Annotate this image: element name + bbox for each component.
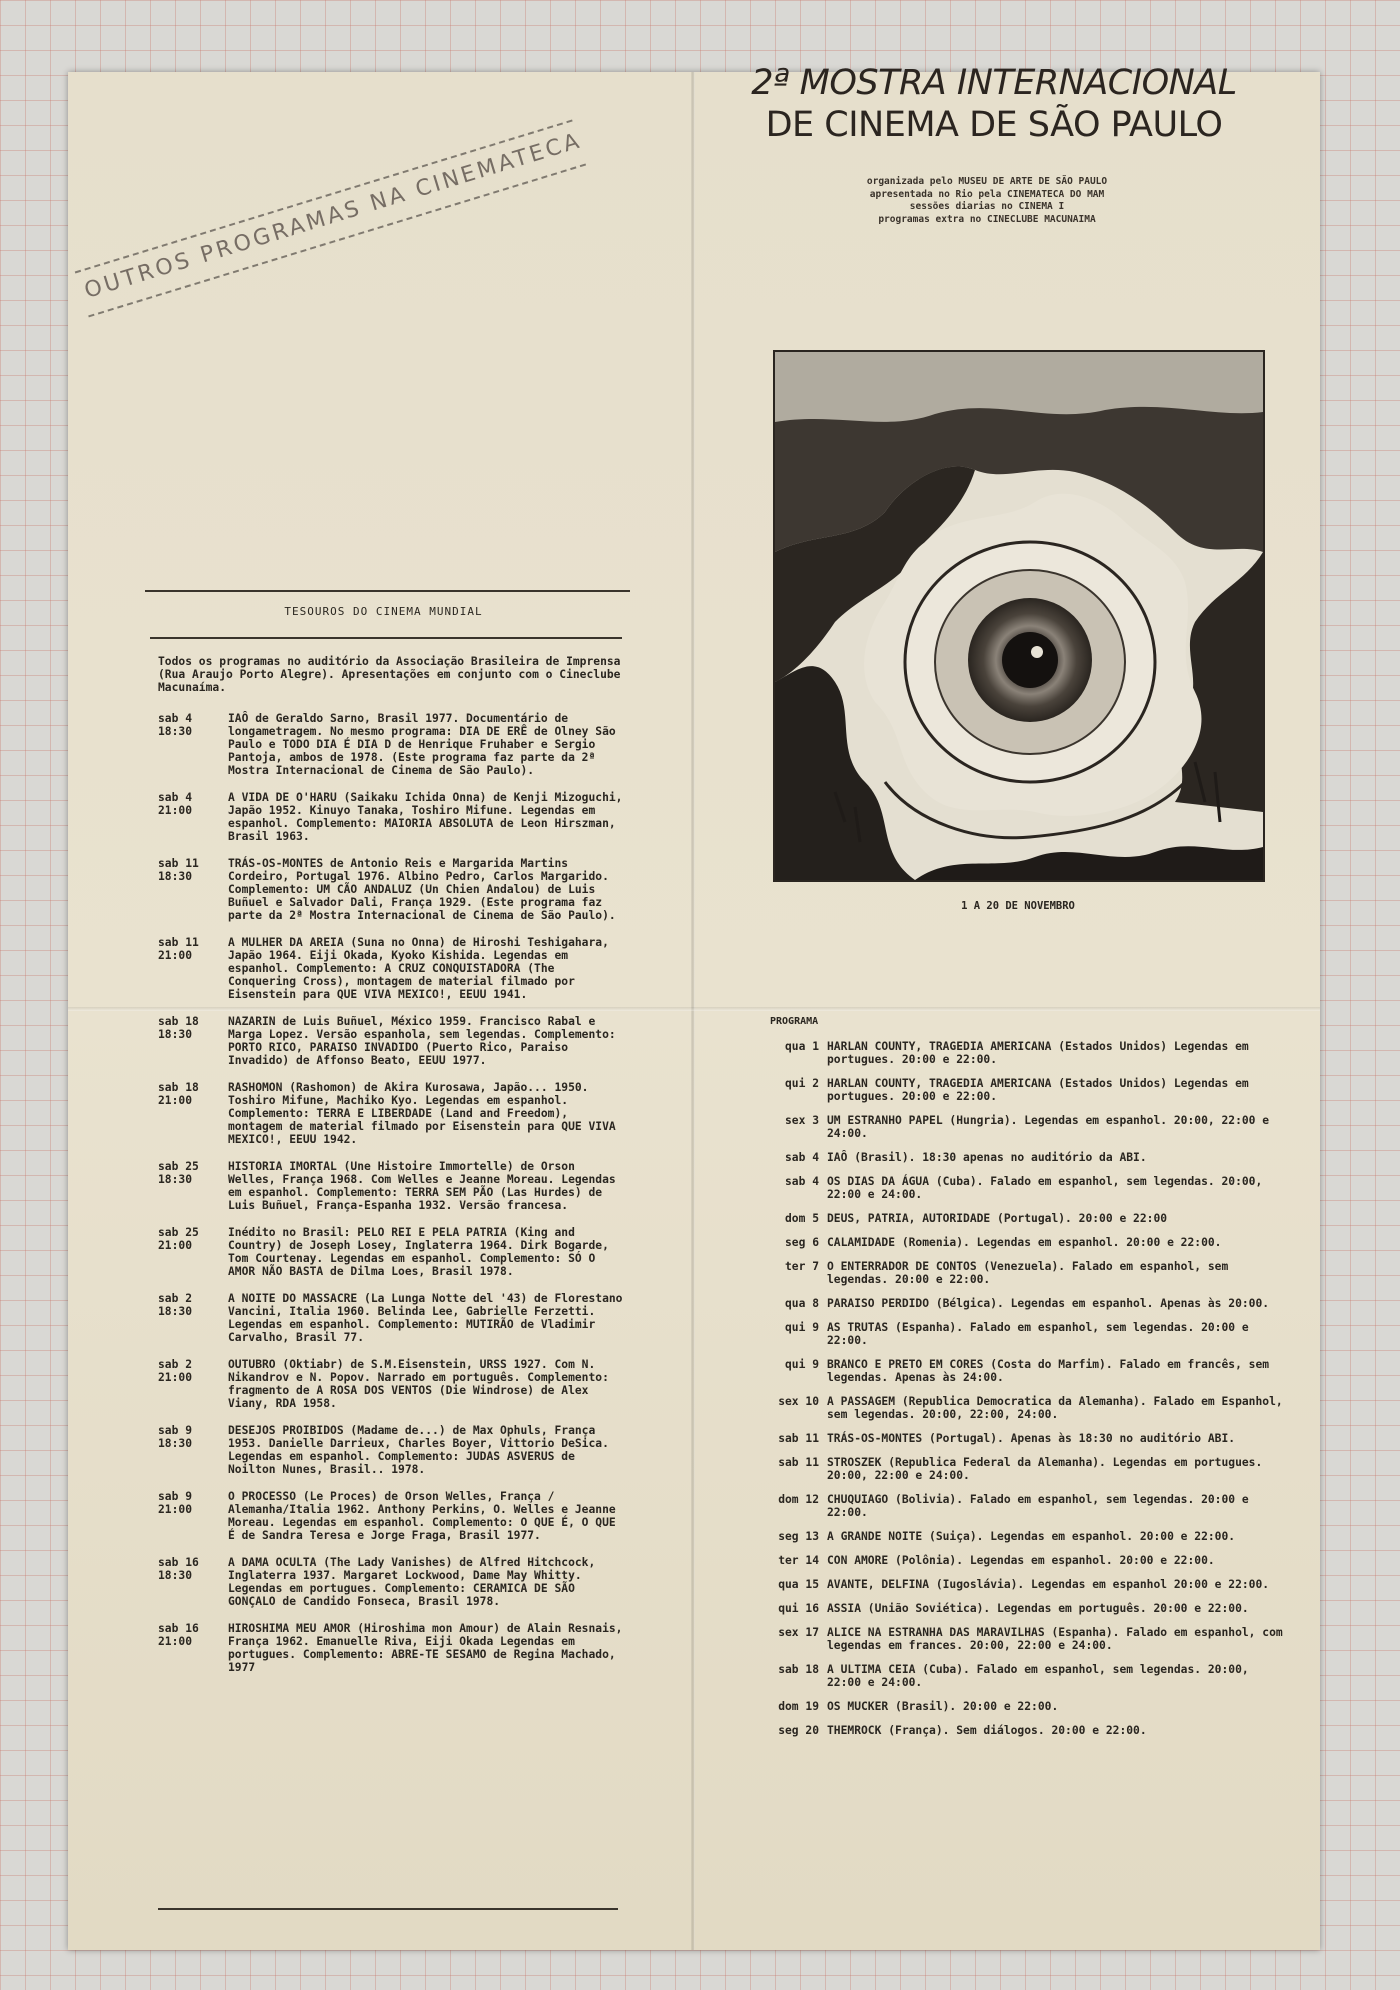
program-entry-date: dom 12: [778, 1493, 819, 1506]
screening-entry: [158, 1015, 698, 1067]
screening-entry-text: OUTUBRO (Oktiabr) de S.M.Eisenstein, URSS 1927. Com N. Nikandrov e N. Popov. Narrado em português. Complemento: fragmento de A ROSA DOS VENTOS (Die Windrose) de Alex Viany, RDA 1958.: [228, 1358, 609, 1410]
left-program-list: [158, 712, 698, 1688]
screening-entry-text: O PROCESSO (Le Proces) de Orson Welles, França / Alemanha/Italia 1962. Anthony Perkins, O. Welles e Jeanne Moreau. Legendas em espanhol. Complemento: O QUE É, O QUE É de Sandra Teresa e Jorge Fraga, Brasil 1977.: [228, 1490, 616, 1542]
screening-entry: [158, 1424, 698, 1476]
screening-entry-text: TRÁS-OS-MONTES de Antonio Reis e Margarida Martins Cordeiro, Portugal 1976. Albino Pedro, Carlos Margarido. Complemento: UM CÃO ANDALUZ (Un Chien Andalou) de Luis Buñuel e Salvador Dali, França 1929. (Este programa faz parte da 2ª Mostra Internacional de Cinema de São Paulo).: [228, 857, 616, 922]
program-entry: [765, 1212, 1325, 1225]
screening-entry: [158, 1160, 698, 1212]
program-entry: [765, 1040, 1325, 1066]
screening-entry: [158, 712, 698, 777]
screening-entry-text: Inédito no Brasil: PELO REI E PELA PATRIA (King and Country) de Joseph Losey, Inglaterra 1964. Dirk Bogarde, Tom Courtenay. Legendas em espanhol. Complemento: SÓ O AMOR NÃO BASTA de Dilma Loes, Brasil 1978.: [228, 1226, 609, 1278]
screening-entry-date: sab 4 21:00: [158, 791, 193, 817]
program-entry-date: sab 18: [778, 1663, 819, 1676]
program-entry-date: dom 5: [784, 1212, 819, 1225]
screening-entry: [158, 791, 698, 843]
screening-entry-text: A DAMA OCULTA (The Lady Vanishes) de Alfred Hitchcock, Inglaterra 1937. Margaret Lockwood, Dame May Whitty. Legendas em portugues. Complemento: CERAMICA DE SÃO GONÇALO de Candido Fonseca, Brasil 1978.: [228, 1556, 596, 1608]
screening-entry: [158, 1490, 698, 1542]
screening-entry: [158, 857, 698, 922]
screening-entry-text: A NOITE DO MASSACRE (La Lunga Notte del '43) de Florestano Vancini, Italia 1960. Belinda Lee, Gabrielle Ferzetti. Legendas em espanhol. Complemento: MUTIRÃO de Vladimir Carvalho, Brasil 77.: [228, 1292, 623, 1344]
right-program-list: [765, 1040, 1325, 1748]
screening-entry-date: sab 2 18:30: [158, 1292, 193, 1318]
program-entry-date: sab 11: [778, 1432, 819, 1445]
screening-entry-text: A VIDA DE O'HARU (Saikaku Ichida Onna) de Kenji Mizoguchi, Japão 1952. Kinuyo Tanaka, Toshiro Mifune. Legendas em espanhol. Complemento: MAIORIA ABSOLUTA de Leon Hirszman, Brasil 1963.: [228, 791, 623, 843]
organizer-info: organizada pelo MUSEU DE ARTE DE SÃO PAULO apresentada no Rio pela CINEMATECA DO MAM sessões diarias no CINEMA I programas extra no CINECLUBE MACUNAIMA: [866, 176, 1108, 225]
program-entry-text: ALICE NA ESTRANHA DAS MARAVILHAS (Espanha). Falado em espanhol, com legendas em frances. 20:00, 22:00 e 24:00.: [827, 1626, 1283, 1652]
program-entry-date: qua 15: [778, 1578, 819, 1591]
program-entry-date: ter 14: [778, 1554, 819, 1567]
program-entry: [765, 1578, 1325, 1591]
screening-entry-text: IAÔ de Geraldo Sarno, Brasil 1977. Documentário de longametragem. No mesmo programa: DIA DE ERÊ de Olney São Paulo e TODO DIA É DIA D de Henrique Fruhaber e Sergio Pantoja, ambos de 1978. (Este programa faz parte da 2ª Mostra Internacional de Cinema de São Paulo).: [228, 712, 616, 777]
festival-dates: 1 A 20 DE NOVEMBRO: [961, 900, 1075, 912]
screening-entry-date: sab 16 21:00: [158, 1622, 199, 1648]
program-entry: [765, 1260, 1325, 1286]
program-entry: [765, 1530, 1325, 1543]
program-entry-date: sex 10: [778, 1395, 819, 1408]
program-entry-date: qua 1: [784, 1040, 819, 1053]
program-entry-date: qui 9: [784, 1321, 819, 1334]
stamp-text: OUTROS PROGRAMAS NA CINEMATECA: [81, 128, 585, 304]
screening-entry-date: sab 18 18:30: [158, 1015, 199, 1041]
screening-entry: [158, 1226, 698, 1278]
program-entry-text: IAÔ (Brasil). 18:30 apenas no auditório da ABI.: [827, 1151, 1147, 1164]
program-entry: [765, 1554, 1325, 1567]
screening-entry: [158, 936, 698, 1001]
festival-title: [676, 62, 1312, 146]
program-entry-text: HARLAN COUNTY, TRAGEDIA AMERICANA (Estados Unidos) Legendas em portugues. 20:00 e 22:00.: [827, 1077, 1249, 1103]
program-entry-text: OS MUCKER (Brasil). 20:00 e 22:00.: [827, 1700, 1059, 1713]
screening-entry-text: HIROSHIMA MEU AMOR (Hiroshima mon Amour) de Alain Resnais, França 1962. Emanuelle Riva, Eiji Okada Legendas em portugues. Complemento: ABRE-TE SESAMO de Regina Machado, 1977: [228, 1622, 623, 1674]
program-entry-text: A ULTIMA CEIA (Cuba). Falado em espanhol, sem legendas. 20:00, 22:00 e 24:00.: [827, 1663, 1249, 1689]
screening-entry-date: sab 18 21:00: [158, 1081, 199, 1107]
title-line-2: DE CINEMA DE SÃO PAULO: [765, 105, 1223, 145]
program-entry-text: UM ESTRANHO PAPEL (Hungria). Legendas em espanhol. 20:00, 22:00 e 24:00.: [827, 1114, 1270, 1140]
screening-entry-text: A MULHER DA AREIA (Suna no Onna) de Hiroshi Teshigahara, Japão 1964. Eiji Okada, Kyoko Kishida. Legendas em espanhol. Complemento: A CRUZ CONQUISTADORA (The Conquering Cross), montagem de material filmado por Eisenstein para QUE VIVA MEXICO!, EEUU 1941.: [228, 936, 609, 1001]
screening-entry: [158, 1622, 698, 1674]
screening-entry: [158, 1081, 698, 1146]
screening-entry-date: sab 4 18:30: [158, 712, 193, 738]
program-entry: [765, 1077, 1325, 1103]
program-entry-text: OS DIAS DA ÁGUA (Cuba). Falado em espanhol, sem legendas. 20:00, 22:00 e 24:00.: [827, 1175, 1263, 1201]
program-entry-date: dom 19: [778, 1700, 819, 1713]
program-entry: [765, 1114, 1325, 1140]
program-entry-text: CHUQUIAGO (Bolivia). Falado em espanhol, sem legendas. 20:00 e 22:00.: [827, 1493, 1249, 1519]
screening-entry-text: NAZARIN de Luis Buñuel, México 1959. Francisco Rabal e Marga Lopez. Versão espanhola, sem legendas. Complemento: PORTO RICO, PARAISO INVADIDO (Puerto Rico, Paraiso Invadido) de Affonso Beato, EEUU 1977.: [228, 1015, 616, 1067]
program-entry-text: A GRANDE NOITE (Suiça). Legendas em espanhol. 20:00 e 22:00.: [827, 1530, 1236, 1543]
program-entry: [765, 1663, 1325, 1689]
program-entry-text: AVANTE, DELFINA (Iugoslávia). Legendas em espanhol 20:00 e 22:00.: [827, 1578, 1270, 1591]
screening-entry-date: sab 11 18:30: [158, 857, 199, 883]
program-entry: [765, 1432, 1325, 1445]
screening-entry-date: sab 2 21:00: [158, 1358, 193, 1384]
program-entry: [765, 1724, 1325, 1737]
screening-entry-date: sab 16 18:30: [158, 1556, 199, 1582]
screening-entry-date: sab 9 18:30: [158, 1424, 193, 1450]
program-entry-text: TRÁS-OS-MONTES (Portugal). Apenas às 18:30 no auditório ABI.: [827, 1432, 1236, 1445]
program-entry: [765, 1602, 1325, 1615]
screening-entry-text: HISTORIA IMORTAL (Une Histoire Immortelle) de Orson Welles, França 1968. Com Welles e Jeanne Moreau. Legendas em espanhol. Complemento: TERRA SEM PÃO (Las Hurdes) de Luis Buñuel, França-Espanha 1932. Versão francesa.: [228, 1160, 616, 1212]
program-entry-date: sex 3: [784, 1114, 819, 1127]
program-entry-date: qua 8: [784, 1297, 819, 1310]
program-entry-date: sex 17: [778, 1626, 819, 1639]
program-entry: [765, 1700, 1325, 1713]
program-entry-date: qui 16: [778, 1602, 819, 1615]
left-bottom-rule: [158, 1908, 618, 1910]
program-entry: [765, 1151, 1325, 1164]
program-entry-text: THEMROCK (França). Sem diálogos. 20:00 e 22:00.: [827, 1724, 1147, 1737]
title-line-1: 2ª MOSTRA INTERNACIONAL: [751, 63, 1237, 103]
program-entry: [765, 1297, 1325, 1310]
program-label: PROGRAMA: [770, 1016, 819, 1027]
program-entry: [765, 1456, 1325, 1482]
program-entry-date: sab 4: [784, 1175, 819, 1188]
screening-entry-text: RASHOMON (Rashomon) de Akira Kurosawa, Japão... 1950. Toshiro Mifune, Machiko Kyo. Legendas em espanhol. Complemento: TERRA E LIBERDADE (Land and Freedom), montagem de material filmado por Eisenstein para QUE VIVA MEXICO!, EEUU 1942.: [228, 1081, 616, 1146]
screening-entry-date: sab 25 21:00: [158, 1226, 199, 1252]
section-intro: Todos os programas no auditório da Associação Brasileira de Imprensa (Rua Araujo Porto Alegre). Apresentações em conjunto com o Cineclube Macunaíma.: [158, 655, 621, 694]
program-entry-date: qui 9: [784, 1358, 819, 1371]
section-title-rule-top: [150, 590, 622, 592]
program-entry-date: sab 11: [778, 1456, 819, 1469]
program-entry: [765, 1236, 1325, 1249]
eye-artwork: [773, 350, 1265, 882]
program-entry-text: HARLAN COUNTY, TRAGEDIA AMERICANA (Estados Unidos) Legendas em portugues. 20:00 e 22:00.: [827, 1040, 1249, 1066]
program-entry-text: CALAMIDADE (Romenia). Legendas em espanhol. 20:00 e 22:00.: [827, 1236, 1222, 1249]
program-entry-date: seg 20: [778, 1724, 819, 1737]
program-entry: [765, 1358, 1325, 1384]
program-entry-text: A PASSAGEM (Republica Democratica da Alemanha). Falado em Espanhol, sem legendas. 20:00, 22:00, 24:00.: [827, 1395, 1283, 1421]
program-entry-date: ter 7: [784, 1260, 819, 1273]
program-entry-date: seg 13: [778, 1530, 819, 1543]
program-entry-text: STROSZEK (Republica Federal da Alemanha). Legendas em portugues. 20:00, 22:00 e 24:00.: [827, 1456, 1263, 1482]
screening-entry: [158, 1556, 698, 1608]
program-entry-text: ASSIA (União Soviética). Legendas em português. 20:00 e 22:00.: [827, 1602, 1249, 1615]
program-entry-text: AS TRUTAS (Espanha). Falado em espanhol, sem legendas. 20:00 e 22:00.: [827, 1321, 1249, 1347]
screening-entry-text: DESEJOS PROIBIDOS (Madame de...) de Max Ophuls, França 1953. Danielle Darrieux, Charles Boyer, Vittorio DeSica. Legendas em espanhol. Complemento: JUDAS ASVERUS de Noilton Nunes, Brasil.. 1978.: [228, 1424, 609, 1476]
screening-entry-date: sab 11 21:00: [158, 936, 199, 962]
program-entry: [765, 1175, 1325, 1201]
program-entry-text: PARAISO PERDIDO (Bélgica). Legendas em espanhol. Apenas às 20:00.: [827, 1297, 1270, 1310]
screening-entry: [158, 1358, 698, 1410]
screening-entry: [158, 1292, 698, 1344]
program-entry: [765, 1395, 1325, 1421]
program-entry-text: CON AMORE (Polônia). Legendas em espanhol. 20:00 e 22:00.: [827, 1554, 1215, 1567]
eye-illustration: [775, 352, 1263, 880]
program-entry: [765, 1321, 1325, 1347]
program-entry-date: sab 4: [784, 1151, 819, 1164]
section-title: TESOUROS DO CINEMA MUNDIAL: [284, 605, 483, 618]
program-entry-text: O ENTERRADOR DE CONTOS (Venezuela). Falado em espanhol, sem legendas. 20:00 e 22:00.: [827, 1260, 1229, 1286]
program-entry: [765, 1626, 1325, 1652]
screening-entry-date: sab 9 21:00: [158, 1490, 193, 1516]
section-rule-bottom: [150, 637, 622, 639]
program-entry-date: seg 6: [784, 1236, 819, 1249]
program-entry-date: qui 2: [784, 1077, 819, 1090]
program-entry-text: DEUS, PATRIA, AUTORIDADE (Portugal). 20:00 e 22:00: [827, 1212, 1168, 1225]
program-entry: [765, 1493, 1325, 1519]
program-entry-text: BRANCO E PRETO EM CORES (Costa do Marfim). Falado em francês, sem legendas. Apenas às 24:00.: [827, 1358, 1270, 1384]
screening-entry-date: sab 25 18:30: [158, 1160, 199, 1186]
